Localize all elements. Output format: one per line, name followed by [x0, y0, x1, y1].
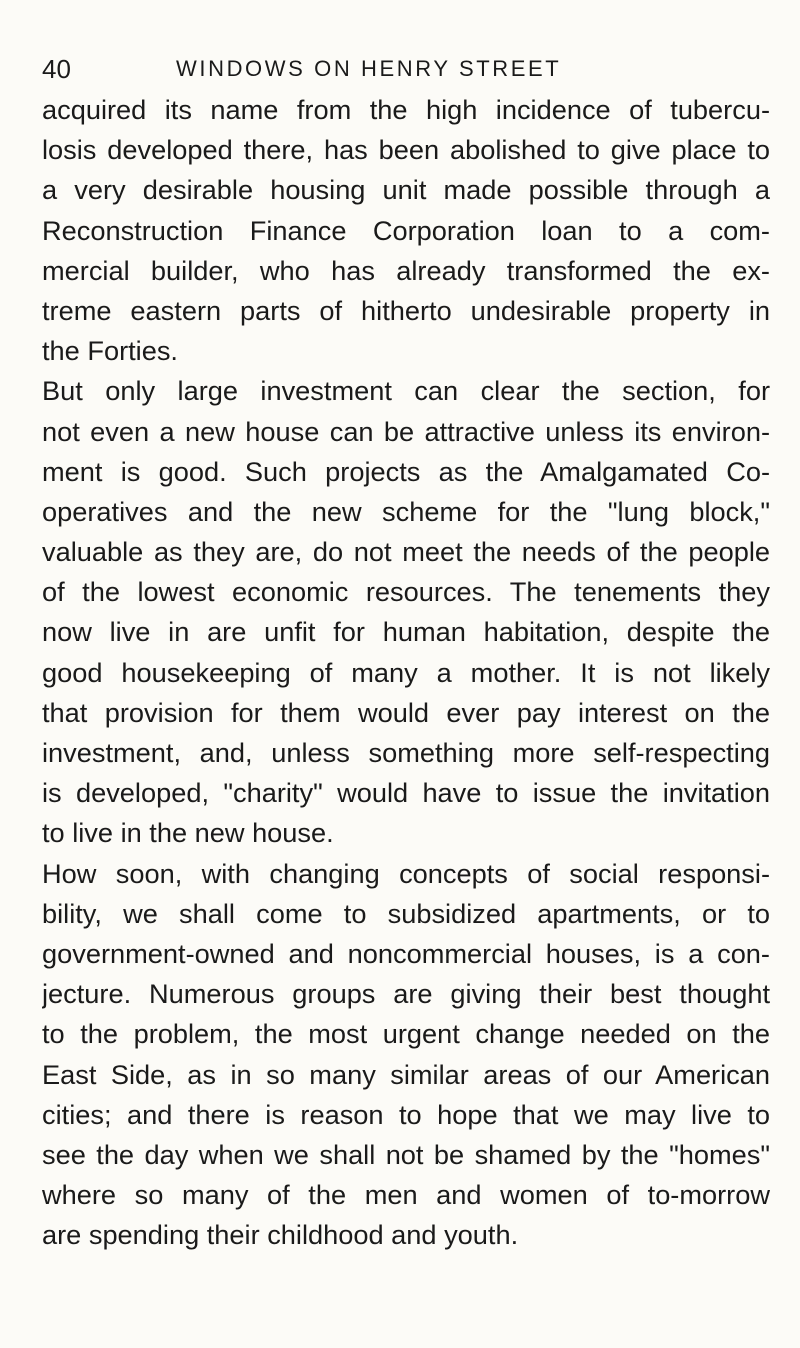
- text-line: to live in the new house.: [42, 817, 334, 849]
- text-line: of the lowest economic resources. The tenements they: [42, 576, 770, 608]
- text-line: bility, we shall come to subsidized apartments, or to: [42, 897, 770, 929]
- text-line: a very desirable housing unit made possible through a: [42, 174, 770, 206]
- text-line: But only large investment can clear the section, for: [42, 375, 770, 407]
- text-line: government-owned and noncommercial houses, is a con-: [42, 937, 770, 969]
- text-line: see the day when we shall not be shamed by the "homes": [42, 1138, 770, 1170]
- text-line: valuable as they are, do not meet the needs of the people: [42, 536, 770, 568]
- text-line: Reconstruction Finance Corporation loan to a com-: [42, 214, 770, 246]
- text-line: good housekeeping of many a mother. It is not likely: [42, 656, 770, 688]
- text-line: treme eastern parts of hitherto undesirable property in: [42, 294, 770, 326]
- text-line: to the problem, the most urgent change needed on the: [42, 1018, 770, 1050]
- running-head: [42, 48, 770, 90]
- text-line: cities; and there is reason to hope that we may live to: [42, 1098, 770, 1130]
- text-line: not even a new house can be attractive unless its environ-: [42, 415, 770, 447]
- text-line: the Forties.: [42, 335, 178, 367]
- book-page: [42, 48, 770, 1255]
- text-line: is developed, "charity" would have to issue the invitation: [42, 777, 770, 809]
- text-line: mercial builder, who has already transformed the ex-: [42, 254, 770, 286]
- text-line: investment, and, unless something more self-respecting: [42, 737, 770, 768]
- running-title: WINDOWS ON HENRY STREET: [176, 56, 562, 81]
- text-line: now live in are unfit for human habitation, despite the: [42, 616, 770, 648]
- text-line: ment is good. Such projects as the Amalgamated Co-: [42, 455, 770, 487]
- body-text: [42, 90, 770, 1255]
- text-line: are spending their childhood and youth.: [42, 1219, 519, 1251]
- text-line: acquired its name from the high incidence of tubercu-: [42, 94, 770, 125]
- text-line: jecture. Numerous groups are giving their best thought: [42, 978, 770, 1010]
- text-line: East Side, as in so many similar areas of our American: [42, 1058, 770, 1090]
- text-line: How soon, with changing concepts of social responsi-: [42, 857, 770, 889]
- text-line: operatives and the new scheme for the "lung block,": [42, 495, 770, 527]
- page-number: 40: [42, 54, 71, 84]
- text-line: where so many of the men and women of to-morrow: [42, 1179, 770, 1211]
- text-line: that provision for them would ever pay interest on the: [42, 696, 770, 728]
- text-line: losis developed there, has been abolished to give place to: [42, 134, 770, 166]
